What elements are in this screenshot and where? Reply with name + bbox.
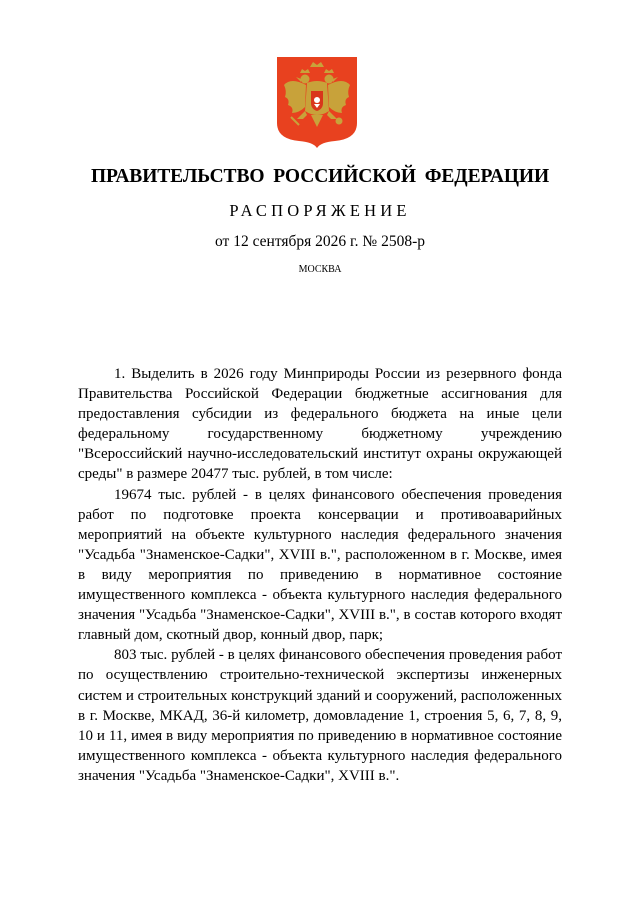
paragraph-allocation: 1. Выделить в 2026 году Минприроды России из резервного фонда Правительства Российской Федерации бюджетные ассигнования для предоставления субсидии из федерального бюджета на иные цели федеральному государственному бюджетному учреждению "Всероссийский научно-исследовательский институт охраны окружающей среды" в размере 20477 тыс. рублей, в том числе: [78, 366, 562, 483]
paragraph-conservation-project: 19674 тыс. рублей - в целях финансового обеспечения проведения работ по подготовке проекта консервации и противоаварийных мероприятий на объекте культурного наследия федерального значения "Усадьба "Знаменское-Садки", XVIII в.", расположенном в г. Москве, имея в виду мероприятия по приведению в нормативное состояние имущественного комплекса - объекта культурного наследия федерального значения "Усадьба "Знаменское-Садки", XVIII в.", в состав которого входят главный дом, скотный двор, конный двор, парк; [78, 486, 562, 644]
document-type: РАСПОРЯЖЕНИЕ [229, 201, 411, 220]
paragraph-technical-expertise: 803 тыс. рублей - в целях финансового обеспечения проведения работ по осуществлению строительно-технической экспертизы инженерных систем и строительных конструкций зданий и сооружений, расположенных в г. Москве, МКАД, 36-й километр, домовладение 1, строения 5, 6, 7, 8, 9, 10 и 11, имея в виду мероприятия по приведению в нормативное состояние имущественного комплекса - объекта культурного наследия федерального значения "Усадьба "Знаменское-Садки", XVIII в.". [78, 647, 562, 784]
government-title: ПРАВИТЕЛЬСТВО РОССИЙСКОЙ ФЕДЕРАЦИИ [90, 166, 550, 187]
document-date-number: от 12 сентября 2026 г. № 2508-р [215, 233, 425, 250]
document-body [78, 364, 562, 786]
coat-of-arms-icon [275, 55, 359, 149]
document-city: МОСКВА [298, 264, 342, 275]
